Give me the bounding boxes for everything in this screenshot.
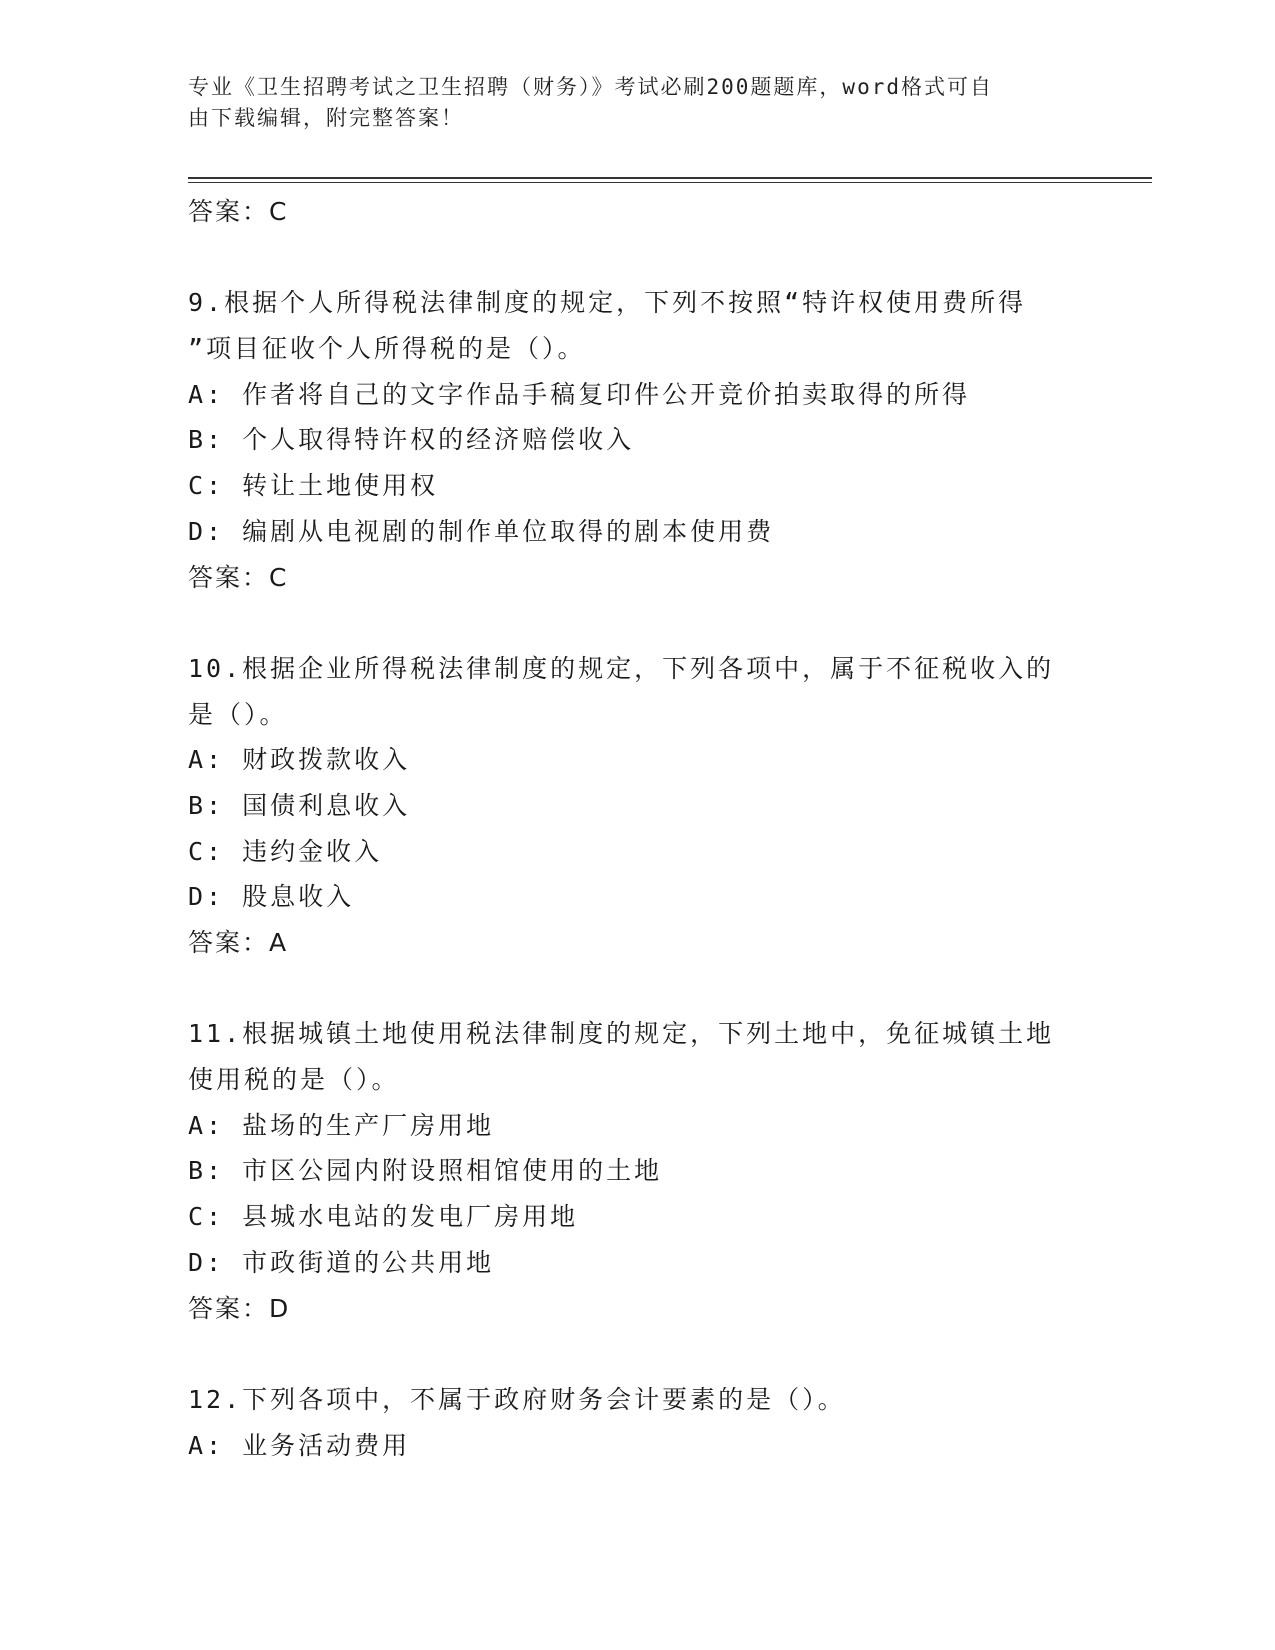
question-9 <box>188 280 1088 600</box>
option-a: A: 业务活动费用 <box>188 1430 411 1460</box>
spacer <box>188 235 1088 281</box>
option-c: C: 转让土地使用权 <box>188 471 439 501</box>
header-divider-thin <box>188 182 1152 183</box>
header-line-2: 由下载编辑，附完整答案！ <box>188 106 464 130</box>
option-a: A: 财政拨款收入 <box>188 745 411 775</box>
spacer <box>188 1331 1088 1377</box>
header-line-1: 专业《卫生招聘考试之卫生招聘（财务）》考试必刷200题题库，word格式可自 <box>188 75 993 99</box>
option-c: C: 违约金收入 <box>188 836 383 866</box>
option-b: B: 国债利息收入 <box>188 790 411 820</box>
question-stem-cont: ”项目征收个人所得税的是（）。 <box>188 334 586 364</box>
question-11 <box>188 1011 1088 1331</box>
question-stem-cont: 是（）。 <box>188 699 288 729</box>
answer: 答案：C <box>188 562 289 592</box>
option-a: A: 作者将自己的文字作品手稿复印件公开竞价拍卖取得的所得 <box>188 379 971 409</box>
option-d: D: 市政街道的公共用地 <box>188 1247 495 1277</box>
option-d: D: 股息收入 <box>188 882 355 912</box>
question-stem: 11.根据城镇土地使用税法律制度的规定，下列土地中，免征城镇土地 <box>188 1019 1055 1049</box>
previous-answer: 答案：C <box>188 197 289 226</box>
option-c: C: 县城水电站的发电厂房用地 <box>188 1202 579 1232</box>
option-b: B: 个人取得特许权的经济赔偿收入 <box>188 425 635 455</box>
question-list <box>188 189 1088 1468</box>
question-12 <box>188 1377 1088 1468</box>
option-a: A: 盐场的生产厂房用地 <box>188 1110 495 1140</box>
question-stem: 9.根据个人所得税法律制度的规定，下列不按照“特许权使用费所得 <box>188 288 1027 318</box>
question-stem: 10.根据企业所得税法律制度的规定，下列各项中，属于不征税收入的 <box>188 653 1055 683</box>
spacer <box>188 600 1088 646</box>
answer: 答案：D <box>188 1293 291 1323</box>
question-stem-cont: 使用税的是（）。 <box>188 1065 400 1095</box>
document-header <box>188 72 1068 134</box>
option-d: D: 编剧从电视剧的制作单位取得的剧本使用费 <box>188 516 775 546</box>
question-10 <box>188 646 1088 966</box>
answer: 答案：A <box>188 928 289 957</box>
spacer <box>188 966 1088 1012</box>
header-divider-thick <box>188 177 1152 179</box>
question-stem: 12.下列各项中，不属于政府财务会计要素的是（）。 <box>188 1384 846 1414</box>
option-b: B: 市区公园内附设照相馆使用的土地 <box>188 1156 663 1186</box>
